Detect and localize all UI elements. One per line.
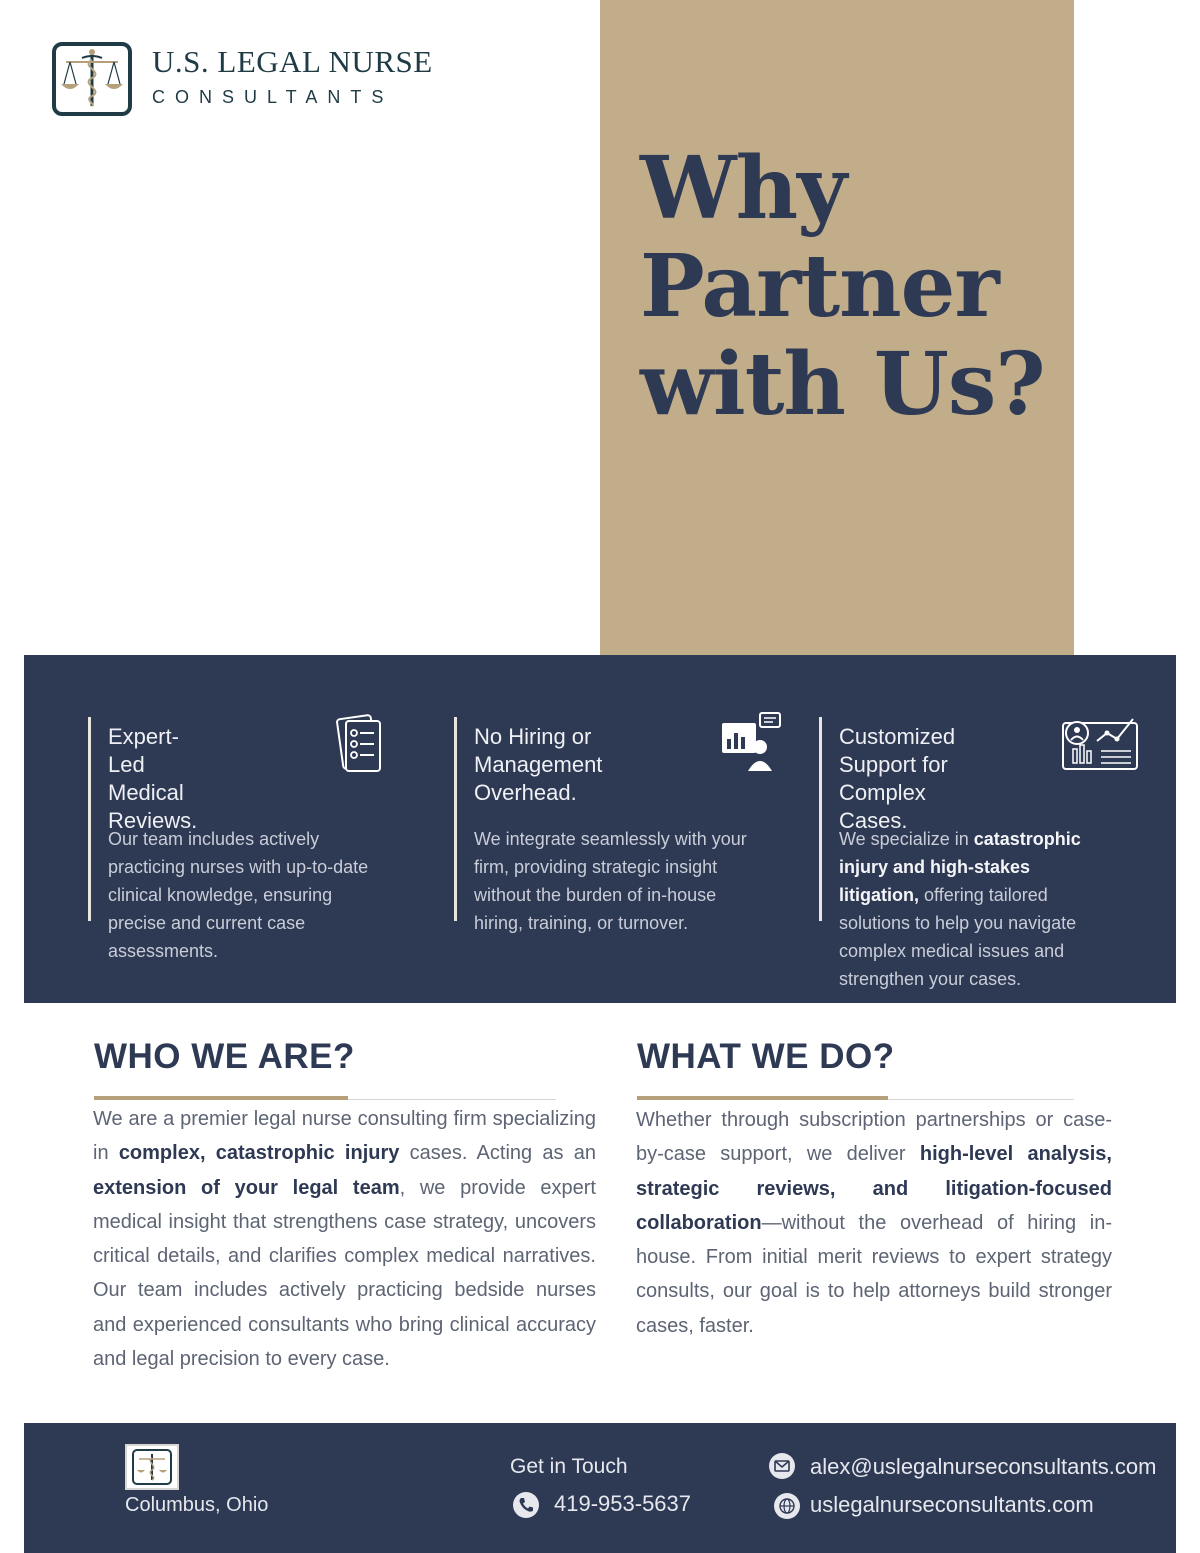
feature-title-line: Expert-Led bbox=[108, 724, 179, 777]
who-body: We are a premier legal nurse consulting firm specializing in complex, catastrophic injury cases. Acting as an extension of your legal team, we provide expert medical insight that strengthens case strategy, uncovers critical details, and clarifies complex medical narratives. Our team includes actively practicing bedside nurses and experienced consultants who bring clinical accuracy and legal precision to every case. bbox=[93, 1108, 596, 1371]
feature-title bbox=[108, 723, 197, 835]
globe-icon bbox=[774, 1493, 800, 1519]
website-link[interactable]: uslegalnurseconsultants.com bbox=[810, 1492, 1094, 1517]
feature-title-line: Overhead. bbox=[474, 780, 577, 805]
features-band bbox=[24, 655, 1176, 1003]
caduceus-scales-icon bbox=[52, 42, 132, 116]
phone-number[interactable]: 419-953-5637 bbox=[554, 1491, 692, 1516]
hero-title-line: Why bbox=[640, 138, 847, 239]
hero-title bbox=[640, 140, 1060, 434]
feature-title bbox=[474, 723, 602, 807]
phone-icon bbox=[513, 1492, 539, 1518]
checklist-icon bbox=[328, 713, 390, 775]
feature-title-line: Medical Reviews. bbox=[108, 780, 198, 833]
footer-contact-heading: Get in Touch bbox=[510, 1455, 628, 1478]
brand-logo bbox=[52, 40, 452, 120]
hero-title-line: Partner bbox=[640, 236, 999, 337]
brand-subtitle: CONSULTANTS bbox=[152, 87, 394, 107]
what-title: WHAT WE DO? bbox=[637, 1037, 895, 1076]
feature-divider bbox=[88, 717, 91, 921]
feature-title bbox=[839, 723, 955, 835]
feature-title-line: Customized bbox=[839, 724, 956, 749]
footer-logo-icon bbox=[125, 1444, 179, 1490]
who-accent-rule bbox=[94, 1096, 348, 1100]
email-link[interactable]: alex@uslegalnurseconsultants.com bbox=[810, 1454, 1157, 1479]
feature-divider bbox=[819, 717, 822, 921]
analytics-dashboard-icon bbox=[1061, 711, 1141, 773]
feature-title-line: No Hiring or bbox=[474, 724, 592, 749]
hero-title-line: with Us? bbox=[640, 334, 1045, 435]
who-title: WHO WE ARE? bbox=[94, 1037, 355, 1076]
feature-divider bbox=[454, 717, 457, 921]
what-accent-rule bbox=[637, 1096, 888, 1100]
email-icon bbox=[769, 1453, 795, 1479]
feature-title-line: Support for bbox=[839, 752, 948, 777]
footer-location: Columbus, Ohio bbox=[125, 1494, 269, 1516]
what-body: Whether through subscription partnerships or case-by-case support, we deliver high-level analysis, strategic reviews, and litigation-focused collaboration—without the overhead of hiring in-house. From initial merit reviews to expert strategy consults, our goal is to help attorneys build stronger cases, faster. bbox=[636, 1109, 1112, 1337]
feature-title-line: Complex Cases. bbox=[839, 780, 926, 833]
feature-body: We specialize in catastrophic injury and high-stakes litigation, offering tailored solutions to help you navigate complex medical issues and strengthen your cases. bbox=[839, 829, 1081, 989]
feature-title-line: Management bbox=[474, 752, 603, 777]
feature-body: Our team includes actively practicing nurses with up-to-date clinical knowledge, ensuring precise and current case assessments. bbox=[108, 829, 369, 961]
brand-name: U.S. LEGAL NURSE bbox=[152, 44, 433, 79]
presenter-chart-icon bbox=[720, 711, 782, 773]
feature-body: We integrate seamlessly with your firm, providing strategic insight without the burden of in-house hiring, training, or turnover. bbox=[474, 829, 747, 933]
footer bbox=[24, 1423, 1176, 1553]
